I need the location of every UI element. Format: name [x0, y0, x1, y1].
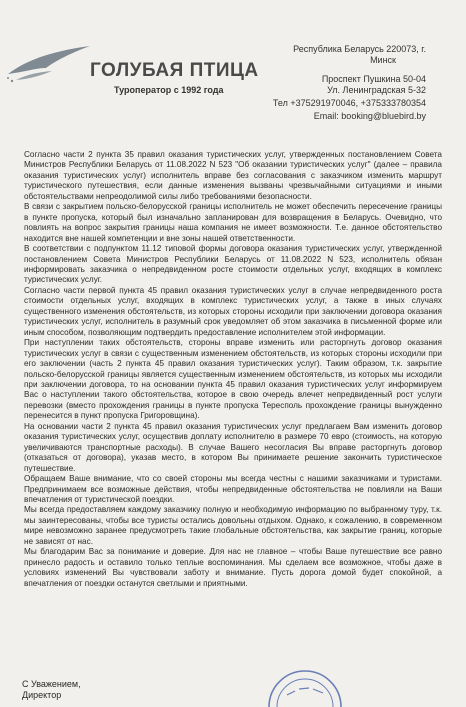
email-address: Email: booking@bluebird.by [313, 111, 426, 121]
address-street: Проспект Пушкина 50-04 [321, 74, 426, 84]
paragraph: Мы благодарим Вас за понимание и доверие. Для нас не главное – чтобы Ваше путешествие все равно принесло радость и оставило только теплые воспоминания. Мы сделаем все возможное, чтобы даже в условиях изменений Вы чувствовали заботу и внимание. Пусть дорога домой будет спокойной, а впечатления от поездки останутся светлыми и приятными. [24, 547, 442, 588]
phone-numbers: Тел +375291970046, +375333780354 [272, 98, 426, 108]
address-line: Республика Беларусь 220073, г. [293, 44, 426, 54]
paragraph: При наступлении таких обстоятельств, стороны вправе изменить или расторгнуть договор оказания туристических услуг в связи с существенным изменением обстоятельств, из которых стороны исходили при его заключении (часть 2 пункта 45 правил оказания туристических услуг). Таким образом, т.к. закрытие польско-белорусской границы является существенным изменением обстоятельств, из которых мы исходили при заключении договора, то на основании пункта 45 правил оказания туристических услуг информируем Вас о наступлении такого обстоятельства, которое в свою очередь влечет непредвиденный рост услуги перевозки (вместо прохождения границы в пункте пропуска Тересполь прохождение границы вынужденно перенесится в пункт пропуска Григоровщина). [24, 338, 442, 421]
signatory-title: Директор [22, 690, 62, 700]
letter-body [24, 150, 442, 589]
company-tagline: Туроператор с 1992 года [114, 85, 224, 95]
paragraph: Согласно части первой пункта 45 правил оказания туристических услуг в случае непредвиденного роста стоимости отдельных услуг, входящих в комплекс туристических услуг, а также в иных случаях существенного изменения обстоятельств, из которых стороны исходили при заключении договора оказания туристических услуг, исполнитель в разумный срок уведомляет об этом заказчика в письменной форме или иным способом, позволяющим подтвердить предоставление исполнителем этой информации. [24, 285, 442, 337]
paragraph: В связи с закрытием польско-белорусской границы исполнитель не может обеспечить пересечение границы в пункте пропуска, который был изначально запланирован для возвращения в Беларусь. Очевидно, что повлиять на вопрос закрытия границы наша компания не имеет возможности. Т.е. данное обстоятельство находится вне нашей компетенции и вне зоны нашей ответственности. [24, 202, 442, 243]
address-city: Минск [370, 55, 396, 65]
address-street-2: Ул. Ленинградская 5-32 [327, 85, 426, 95]
paragraph: В соответствии с подпунктом 11.12 типовой формы договора оказания туристических услуг, утвержденной постановлением Совета Министров Республики Беларусь от 11.08.2022 N 523, исполнитель обязан информировать заказчика о непредвиденном росте стоимости отдельных услуг, входящих в комплекс туристических услуг. [24, 244, 442, 285]
paragraph: На основании части 2 пункта 45 правил оказания туристических услуг предлагаем Вам изменить договор оказания туристических услуг, осуществив доплату исполнителю в размере 70 евро (стоимость, на которую увеличиваются транспортные расходы). В случае Вашего несогласия Вы вправе расторгнуть договор (отказаться от договора), указав место, в котором Вы принимаете решение закончить туристическое путешествие. [24, 421, 442, 473]
company-name: ГОЛУБАЯ ПТИЦА [90, 60, 259, 81]
bird-logo-icon [6, 44, 92, 84]
company-stamp-icon [265, 667, 345, 707]
paragraph: Согласно части 2 пункта 35 правил оказания туристических услуг, утвержденных постановлением Совета Министров Республики Беларусь от 11.08.2022 N 523 "Об оказании туристических услуг" (далее – правила оказания туристических услуг) исполнитель вправе без согласования с заказчиком изменить маршрут туристического путешествия, если данные изменения вызваны чрезвычайными ситуациями и иными обстоятельствами непреодолимой силы либо требованиями безопасности. [24, 150, 442, 201]
closing: С Уважением, [22, 679, 81, 689]
paragraph: Мы всегда предоставляем каждому заказчику полную и необходимую информацию по выбранному туру, т.к. мы заинтересованы, чтобы все туристы остались довольны отдыхом. Однако, к сожалению, в современном мире невозможно заранее предусмотреть такие глобальные обстоятельства, как закрытие границ, которые не зависят от нас. [24, 505, 442, 546]
paragraph: Обращаем Ваше внимание, что со своей стороны мы всегда честны с нашими заказчиками и туристами. Предпринимаем все возможные действия, чтобы непредвиденные обстоятельства не повлияли на Ваши впечатления от туристической поездки. [24, 474, 442, 504]
